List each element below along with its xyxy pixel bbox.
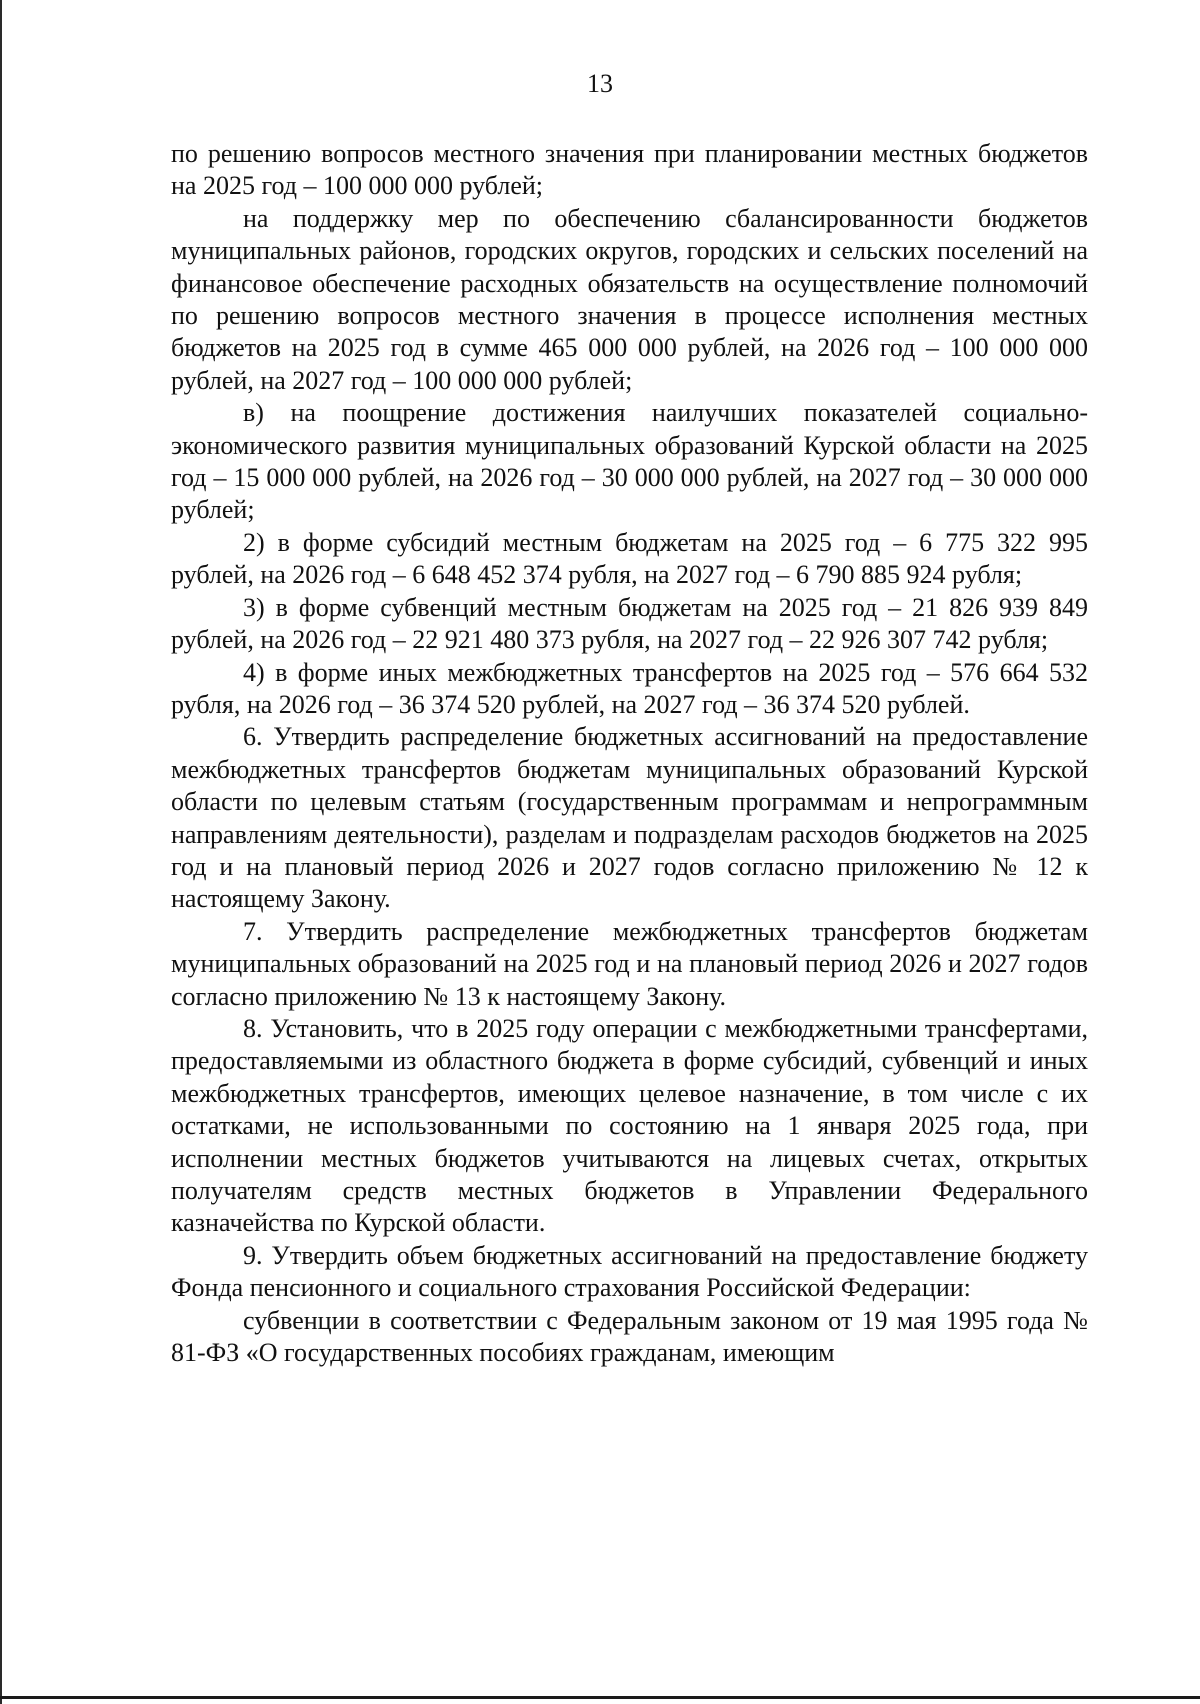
paragraph-section-6: 6. Утвердить распределение бюджетных ассигнований на предоставление межбюджетных трансфертов бюджетам муниципальных образований Курской области по целевым статьям (государственным программам и непрограммным направлениям деятельности), разделам и подразделам расходов бюджетов на 2025 год и на плановый период 2026 и 2027 годов согласно приложению № 12 к настоящему Закону. (171, 722, 1088, 914)
paragraph-subventions: субвенции в соответствии с Федеральным законом от 19 мая 1995 года № 81-ФЗ «О государственных пособиях гражданам, имеющим (171, 1305, 1088, 1368)
scan-bottom-edge (0, 1696, 1200, 1699)
paragraph-item-4: 4) в форме иных межбюджетных трансфертов на 2025 год – 576 664 532 рубля, на 2026 год – 36 374 520 рублей, на 2027 год – 36 374 520 рублей. (171, 657, 1088, 719)
paragraph-continuation: по решению вопросов местного значения при планировании местных бюджетов на 2025 год – 100 000 000 рублей; (171, 139, 1088, 201)
paragraph-item-3: 3) в форме субвенций местным бюджетам на 2025 год – 21 826 939 849 рублей, на 2026 год – 22 921 480 373 рубля, на 2027 год – 22 926 307 742 рубля; (171, 592, 1088, 655)
scan-left-edge (0, 0, 2, 1704)
page-number: 13 (587, 69, 613, 98)
paragraph-item-2: 2) в форме субсидий местным бюджетам на 2025 год – 6 775 322 995 рублей, на 2026 год – 6 648 452 374 рубля, на 2027 год – 6 790 885 924 рубля; (171, 527, 1088, 590)
paragraph-section-8: 8. Установить, что в 2025 году операции с межбюджетными трансфертами, предоставляемыми из областного бюджета в форме субсидий, субвенций и иных межбюджетных трансфертов, имеющих целевое назначение, в том числе с их остатками, не использованными по состоянию на 1 января 2025 года, при исполнении местных бюджетов учитываются на лицевых счетах, открытых получателям средств местных бюджетов в Управлении Федерального казначейства по Курской области. (171, 1013, 1088, 1238)
paragraph-section-7: 7. Утвердить распределение межбюджетных трансфертов бюджетам муниципальных образований на 2025 год и на плановый период 2026 и 2027 годов согласно приложению № 13 к настоящему Закону. (171, 916, 1088, 1011)
paragraph-item-v: в) на поощрение достижения наилучших показателей социально-экономического развития муниципальных образований Курской области на 2025 год – 15 000 000 рублей, на 2026 год – 30 000 000 рублей, на 2027 год – 30 000 000 рублей; (171, 398, 1088, 525)
paragraph-balance-support: на поддержку мер по обеспечению сбалансированности бюджетов муниципальных районов, городских округов, городских и сельских поселений на финансовое обеспечение расходных обязательств на осуществление полномочий по решению вопросов местного значения в процессе исполнения местных бюджетов на 2025 год в сумме 465 000 000 рублей, на 2026 год – 100 000 000 рублей, на 2027 год – 100 000 000 рублей; (171, 203, 1088, 395)
document-body (171, 138, 1088, 1369)
paragraph-section-9: 9. Утвердить объем бюджетных ассигнований на предоставление бюджету Фонда пенсионного и социального страхования Российской Федерации: (171, 1240, 1088, 1303)
